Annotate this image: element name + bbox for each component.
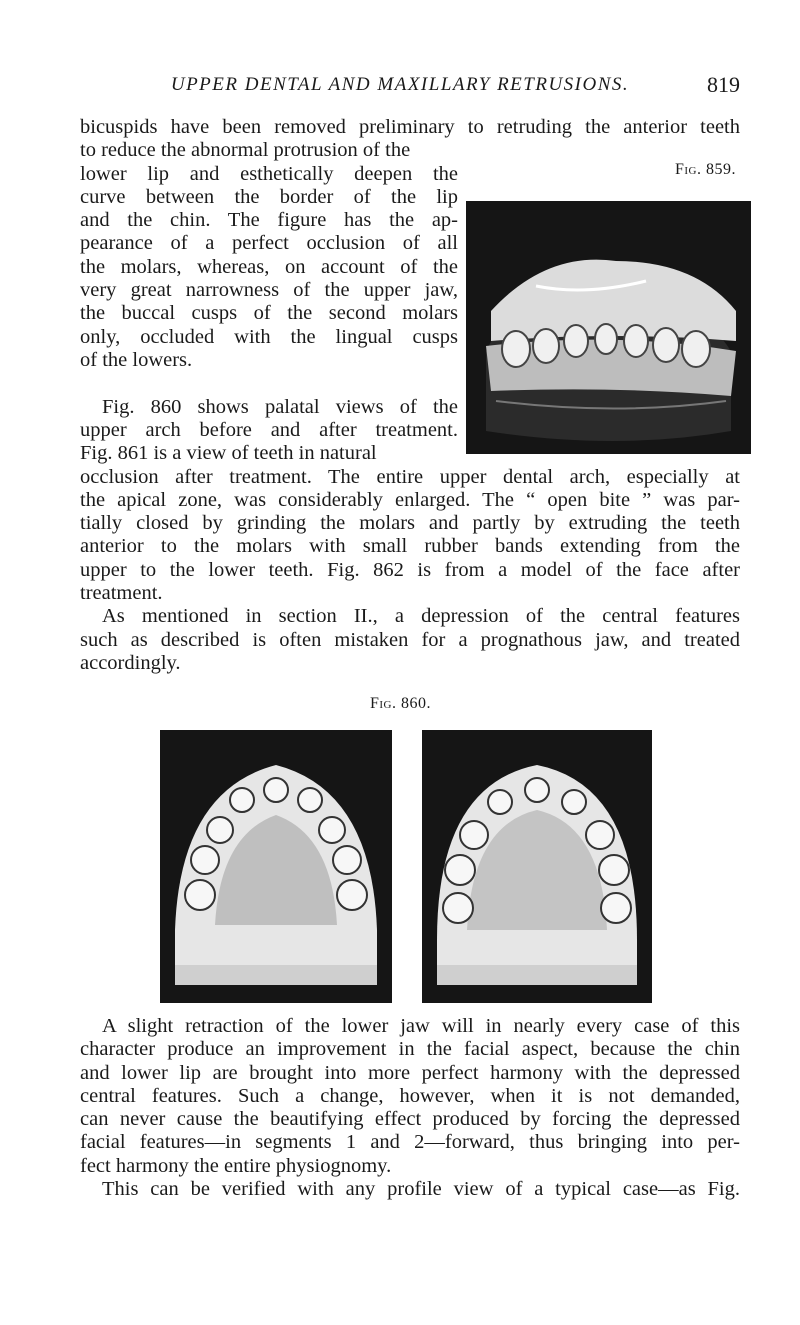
- text-line: of the lowers.: [80, 348, 193, 371]
- occlusion-model-illustration: [466, 201, 751, 454]
- running-header: [0, 70, 800, 100]
- text-line: curve between the border of the lip: [80, 185, 458, 208]
- text-line: Fig. 860 shows palatal views of the: [102, 395, 458, 418]
- text-line: the molars, whereas, on account of the: [80, 255, 458, 278]
- text-line: very great narrowness of the upper jaw,: [80, 279, 458, 302]
- text-line: A slight retraction of the lower jaw will in nearly every case of this: [102, 1015, 740, 1037]
- paragraph-2-wrapped: [80, 396, 458, 466]
- text-line: only, occluded with the lingual cusps: [80, 325, 458, 348]
- text-line: character produce an improvement in the facial aspect, because the chin: [80, 1038, 740, 1061]
- text-line: Fig. 861 is a view of teeth in natural: [80, 442, 377, 465]
- text-line: upper arch before and after treatment.: [80, 418, 458, 441]
- upper-arch-before-illustration: [160, 730, 392, 1003]
- text-line: anterior to the molars with small rubber bands extending from the: [80, 535, 740, 558]
- figure-859-caption: Fig. 859.: [675, 161, 737, 178]
- figure-860-after-image: [422, 730, 652, 1003]
- text-line: fect harmony the entire physiognomy.: [80, 1154, 392, 1177]
- text-line: and the chin. The figure has the ap-: [80, 209, 458, 232]
- text-line: the apical zone, was considerably enlarged. The “ open bite ” was par-: [80, 488, 740, 511]
- text-line: lower lip and esthetically deepen the: [80, 162, 458, 185]
- text-line: and lower lip are brought into more perfect harmony with the depressed: [80, 1061, 740, 1084]
- text-line: As mentioned in section II., a depression of the central features: [102, 605, 740, 628]
- paragraph-2: [80, 466, 740, 606]
- figure-860-caption: Fig. 860.: [370, 695, 432, 712]
- paragraph-1-wrapped: [80, 139, 458, 372]
- paragraph-4: [80, 1015, 740, 1201]
- running-title: UPPER DENTAL AND MAXILLARY RETRUSIONS.: [170, 74, 630, 95]
- text-line: accordingly.: [80, 651, 181, 674]
- upper-arch-after-illustration: [422, 730, 652, 1003]
- text-line: occlusion after treatment. The entire upper dental arch, especially at: [80, 465, 740, 488]
- text-line: can never cause the beautifying effect produced by forcing the depressed: [80, 1108, 740, 1131]
- figure-859-image: [466, 201, 751, 454]
- text-line: pearance of a perfect occlusion of all: [80, 232, 458, 255]
- text-line: such as described is often mistaken for a prognathous jaw, and treated: [80, 628, 740, 651]
- text-line: bicuspids have been removed preliminary to retruding the anterior teeth: [80, 116, 740, 138]
- text-line: central features. Such a change, however, when it is not demanded,: [80, 1084, 740, 1107]
- paragraph-1: [80, 116, 740, 139]
- text-line: the buccal cusps of the second molars: [80, 302, 458, 325]
- paragraph-3: [80, 605, 740, 675]
- text-line: upper to the lower teeth. Fig. 862 is from a model of the face after: [80, 558, 740, 581]
- text-line: to reduce the abnormal protrusion of the: [80, 139, 411, 162]
- page-number: 819: [707, 72, 740, 97]
- text-line: This can be verified with any profile view of a typical case—as Fig.: [102, 1178, 740, 1201]
- text-line: facial features—in segments 1 and 2—forward, thus bringing into per-: [80, 1131, 740, 1154]
- figure-860-before-image: [160, 730, 392, 1003]
- text-line: tially closed by grinding the molars and partly by extruding the teeth: [80, 512, 740, 535]
- text-line: treatment.: [80, 581, 163, 604]
